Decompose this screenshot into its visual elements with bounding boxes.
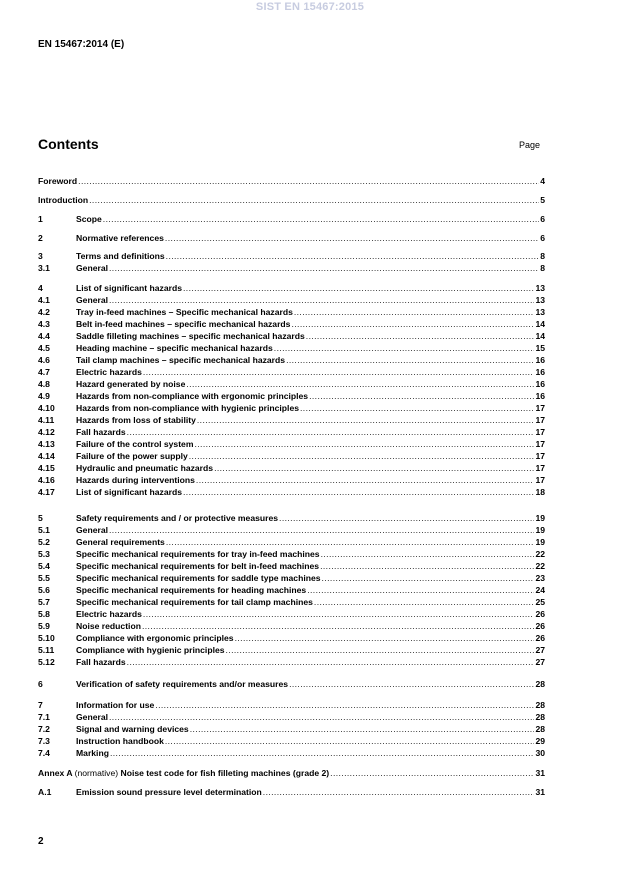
toc-entry-page: 5 — [540, 195, 545, 205]
toc-entry-title: Safety requirements and / or protective measures — [76, 513, 279, 523]
toc-entry — [38, 232, 545, 244]
toc-entry-title: Instruction handbook — [76, 736, 164, 746]
toc-entry — [38, 699, 545, 711]
toc-entry-page: 22 — [535, 549, 545, 559]
toc-entry — [38, 747, 545, 759]
toc-entry-number: 5.4 — [38, 561, 50, 571]
dot-leader — [286, 354, 534, 366]
toc-entry-page: 17 — [535, 403, 545, 413]
dot-leader — [109, 262, 539, 274]
toc-entry-page: 8 — [540, 251, 545, 261]
toc-entry — [38, 342, 545, 354]
toc-entry — [38, 735, 545, 747]
toc-entry-title: Failure of the power supply — [76, 451, 188, 461]
toc-entry-page: 6 — [540, 233, 545, 243]
dot-leader — [109, 294, 534, 306]
toc-entry-number: 7 — [38, 700, 43, 710]
dot-leader — [143, 366, 535, 378]
toc-entry-number: 5.2 — [38, 537, 50, 547]
toc-entry — [38, 560, 545, 572]
toc-entry — [38, 213, 545, 225]
toc-entry-page: 19 — [535, 513, 545, 523]
toc-entry-page: 17 — [535, 415, 545, 425]
toc-entry-title: List of significant hazards — [76, 487, 183, 497]
toc-entry — [38, 438, 545, 450]
toc-entry-title: List of significant hazards — [76, 283, 183, 293]
dot-leader — [142, 620, 534, 632]
toc-entry-number: 4.8 — [38, 379, 50, 389]
toc-entry-title: Specific mechanical requirements for tray in-feed machines — [76, 549, 320, 559]
contents-heading: Contents — [38, 136, 99, 152]
toc-entry-number: 7.3 — [38, 736, 50, 746]
toc-entry-page: 28 — [535, 700, 545, 710]
toc-entry-page: 13 — [535, 283, 545, 293]
toc-entry-page: 16 — [535, 391, 545, 401]
toc-entry-page: 16 — [535, 367, 545, 377]
dot-leader — [127, 656, 535, 668]
toc-entry-title: Electric hazards — [76, 609, 142, 619]
dot-leader — [289, 678, 534, 690]
dot-leader — [109, 524, 534, 536]
toc-entry-page: 26 — [535, 633, 545, 643]
toc-entry-number: 5.10 — [38, 633, 55, 643]
toc-entry-title: Scope — [76, 214, 102, 224]
toc-entry-title: Electric hazards — [76, 367, 142, 377]
dot-leader — [309, 390, 534, 402]
dot-leader — [214, 462, 534, 474]
toc-entry-page: 27 — [535, 645, 545, 655]
toc-entry-page: 19 — [535, 525, 545, 535]
toc-entry-title: Foreword — [38, 176, 78, 186]
toc-entry-title: Hazards from loss of stability — [76, 415, 196, 425]
toc-entry-number: 4.13 — [38, 439, 55, 449]
toc-entry-page: 17 — [535, 439, 545, 449]
toc-entry-number: 4.4 — [38, 331, 50, 341]
toc-entry-number: 2 — [38, 233, 43, 243]
toc-entry-number: 4.17 — [38, 487, 55, 497]
toc-entry — [38, 450, 545, 462]
document-id: EN 15467:2014 (E) — [38, 39, 125, 50]
toc-entry-page: 6 — [540, 214, 545, 224]
dot-leader — [143, 608, 535, 620]
toc-entry-page: 26 — [535, 621, 545, 631]
dot-leader — [321, 548, 535, 560]
toc-entry-number: 4.10 — [38, 403, 55, 413]
toc-entry-title: General — [76, 295, 109, 305]
toc-entry — [38, 678, 545, 690]
toc-entry-number: 5.11 — [38, 645, 55, 655]
toc-entry — [38, 330, 545, 342]
toc-entry-number: 4.5 — [38, 343, 50, 353]
watermark: SIST EN 15467:2015 — [255, 1, 365, 13]
dot-leader — [263, 786, 535, 798]
toc-entry — [38, 620, 545, 632]
toc-entry-number: 5.5 — [38, 573, 50, 583]
toc-entry — [38, 536, 545, 548]
toc-entry-page: 28 — [535, 724, 545, 734]
toc-entry-page: 28 — [535, 712, 545, 722]
toc-entry — [38, 390, 545, 402]
toc-entry-number: 4.16 — [38, 475, 55, 485]
toc-entry-title: Specific mechanical requirements for saddle type machines — [76, 573, 321, 583]
dot-leader — [155, 699, 534, 711]
toc-entry-page: 13 — [535, 295, 545, 305]
annex-type: (normative) — [74, 768, 119, 778]
dot-leader — [166, 536, 535, 548]
toc-entry — [38, 596, 545, 608]
toc-entry — [38, 608, 545, 620]
toc-entry-page: 31 — [535, 787, 545, 797]
toc-entry-page: 29 — [535, 736, 545, 746]
toc-entry — [38, 572, 545, 584]
toc-entry — [38, 262, 545, 274]
dot-leader — [274, 342, 535, 354]
toc-entry-page: 14 — [535, 319, 545, 329]
toc-entry-number: 4.1 — [38, 295, 50, 305]
toc-entry-number: 4.12 — [38, 427, 55, 437]
dot-leader — [330, 767, 534, 779]
toc-entry-page: 8 — [540, 263, 545, 273]
toc-entry-title: General — [76, 263, 109, 273]
toc-entry — [38, 486, 545, 498]
toc-entry-number: 7.2 — [38, 724, 50, 734]
toc-entry-page: 17 — [535, 475, 545, 485]
toc-entry-title: Saddle filleting machines – specific mechanical hazards — [76, 331, 305, 341]
toc-entry-page: 16 — [535, 355, 545, 365]
toc-entry-title: General — [76, 712, 109, 722]
toc-entry-page: 14 — [535, 331, 545, 341]
toc-entry — [38, 632, 545, 644]
toc-entry-page: 13 — [535, 307, 545, 317]
dot-leader — [279, 512, 534, 524]
toc-entry — [38, 426, 545, 438]
toc-entry-page: 18 — [535, 487, 545, 497]
toc-entry-number: 5.9 — [38, 621, 50, 631]
dot-leader — [166, 250, 540, 262]
toc-entry-title: Failure of the control system — [76, 439, 194, 449]
dot-leader — [194, 438, 534, 450]
dot-leader — [307, 584, 534, 596]
toc-entry-number: 5.7 — [38, 597, 50, 607]
toc-entry-number: 5.1 — [38, 525, 50, 535]
toc-entry-title: Fall hazards — [76, 427, 126, 437]
toc-entry-page: 27 — [535, 657, 545, 667]
annex-title: Noise test code for fish filleting machines (grade 2) — [120, 768, 330, 778]
toc-entry-page: 15 — [535, 343, 545, 353]
toc-entry-title: Specific mechanical requirements for belt in-feed machines — [76, 561, 320, 571]
toc-entry-title: Verification of safety requirements and/or measures — [76, 679, 289, 689]
dot-leader — [109, 711, 534, 723]
toc-entry — [38, 354, 545, 366]
dot-leader — [306, 330, 535, 342]
toc-entry-title: Normative references — [76, 233, 164, 243]
dot-leader — [190, 723, 535, 735]
toc-entry — [38, 711, 545, 723]
toc-entry-title: Heading machine – specific mechanical hazards — [76, 343, 273, 353]
toc-entry-page: 25 — [535, 597, 545, 607]
toc-entry-number: 7.4 — [38, 748, 50, 758]
dot-leader — [165, 232, 539, 244]
toc-entry-title: Emission sound pressure level determination — [76, 787, 262, 797]
toc-entry-title: Information for use — [76, 700, 155, 710]
dot-leader — [127, 426, 535, 438]
toc-entry-title: Compliance with hygienic principles — [76, 645, 225, 655]
dot-leader — [235, 632, 535, 644]
toc-entry — [38, 512, 545, 524]
toc-entry — [38, 378, 545, 390]
toc-entry — [38, 656, 545, 668]
toc-entry-number: 3 — [38, 251, 43, 261]
toc-entry — [38, 584, 545, 596]
dot-leader — [197, 414, 535, 426]
toc-entry — [38, 644, 545, 656]
dot-leader — [183, 282, 534, 294]
toc-entry-title: Signal and warning devices — [76, 724, 189, 734]
annex-label: Annex A — [38, 768, 73, 778]
toc-entry-title: Hazards from non-compliance with hygienic principles — [76, 403, 300, 413]
toc-entry-title: Specific mechanical requirements for tail clamp machines — [76, 597, 313, 607]
dot-leader — [78, 175, 539, 187]
toc-entry-title: Terms and definitions — [76, 251, 165, 261]
toc-entry-title: Tail clamp machines – specific mechanical hazards — [76, 355, 286, 365]
toc-entry-title: Belt in-feed machines – specific mechanical hazards — [76, 319, 291, 329]
toc-entry-title: General — [76, 525, 109, 535]
dot-leader — [294, 306, 535, 318]
toc-entry-page: 4 — [540, 176, 545, 186]
dot-leader — [226, 644, 535, 656]
toc-entry-title: Tray in-feed machines – Specific mechanical hazards — [76, 307, 293, 317]
toc-entry-number: 4.7 — [38, 367, 50, 377]
toc-entry — [38, 767, 545, 779]
toc-entry-number: 4.9 — [38, 391, 50, 401]
toc-entry-number: 4.3 — [38, 319, 50, 329]
toc-entry — [38, 294, 545, 306]
toc-entry-number: 5 — [38, 513, 43, 523]
toc-entry-page: 17 — [535, 463, 545, 473]
toc-entry-number: 6 — [38, 679, 43, 689]
toc-entry-page: 24 — [535, 585, 545, 595]
dot-leader — [110, 747, 534, 759]
toc-entry-number: 4.2 — [38, 307, 50, 317]
toc-entry — [38, 175, 545, 187]
toc-entry-page: 16 — [535, 379, 545, 389]
dot-leader — [322, 572, 535, 584]
toc-entry-page: 19 — [535, 537, 545, 547]
toc-entry-number: 1 — [38, 214, 43, 224]
dot-leader — [300, 402, 534, 414]
toc-entry-number: 3.1 — [38, 263, 50, 273]
toc-entry-page: 26 — [535, 609, 545, 619]
toc-entry-page: 30 — [535, 748, 545, 758]
toc-entry-title: Hazards during interventions — [76, 475, 195, 485]
dot-leader — [183, 486, 534, 498]
toc-entry-number: 5.6 — [38, 585, 50, 595]
toc-entry — [38, 366, 545, 378]
page-number: 2 — [38, 836, 44, 847]
toc-entry-number: 4.11 — [38, 415, 55, 425]
toc-entry — [38, 723, 545, 735]
toc-entry — [38, 462, 545, 474]
toc-entry-number: 5.12 — [38, 657, 55, 667]
dot-leader — [165, 735, 535, 747]
toc-entry-title: Hydraulic and pneumatic hazards — [76, 463, 214, 473]
toc-entry-title: Compliance with ergonomic principles — [76, 633, 234, 643]
toc-entry — [38, 414, 545, 426]
toc-entry-page: 17 — [535, 427, 545, 437]
toc-entry-number: 4.14 — [38, 451, 55, 461]
toc-entry-title: Introduction — [38, 195, 89, 205]
toc-entry-number: 5.8 — [38, 609, 50, 619]
toc-entry — [38, 250, 545, 262]
page-column-label: Page — [519, 140, 541, 150]
toc-entry-title: Hazard generated by noise — [76, 379, 186, 389]
toc-entry-title: Hazards from non-compliance with ergonomic principles — [76, 391, 309, 401]
toc-entry — [38, 194, 545, 206]
dot-leader — [320, 560, 534, 572]
toc-entry-number: 4.15 — [38, 463, 55, 473]
dot-leader — [89, 194, 539, 206]
toc-entry-page: 17 — [535, 451, 545, 461]
toc-entry-number: 4 — [38, 283, 43, 293]
toc-entry — [38, 318, 545, 330]
toc-entry-title: Fall hazards — [76, 657, 126, 667]
toc-entry-number: 4.6 — [38, 355, 50, 365]
toc-entry-page: 28 — [535, 679, 545, 689]
toc-entry-number: 5.3 — [38, 549, 50, 559]
toc-entry-title: Specific mechanical requirements for heading machines — [76, 585, 307, 595]
dot-leader — [186, 378, 534, 390]
toc-entry-title: Marking — [76, 748, 109, 758]
dot-leader — [189, 450, 535, 462]
toc-entry-number: 7.1 — [38, 712, 50, 722]
toc-entry — [38, 474, 545, 486]
toc-entry-page: 31 — [535, 768, 545, 778]
toc-entry-title — [38, 767, 329, 779]
toc-entry-number: A.1 — [38, 787, 52, 797]
dot-leader — [103, 213, 539, 225]
toc-entry-title: Noise reduction — [76, 621, 141, 631]
dot-leader — [196, 474, 535, 486]
toc-entry-title: General requirements — [76, 537, 165, 547]
toc-entry-page: 23 — [535, 573, 545, 583]
toc-entry — [38, 306, 545, 318]
toc-entry — [38, 402, 545, 414]
dot-leader — [291, 318, 534, 330]
toc-entry — [38, 786, 545, 798]
toc-entry-page: 22 — [535, 561, 545, 571]
toc-entry — [38, 282, 545, 294]
toc-entry — [38, 548, 545, 560]
dot-leader — [314, 596, 535, 608]
toc-entry — [38, 524, 545, 536]
